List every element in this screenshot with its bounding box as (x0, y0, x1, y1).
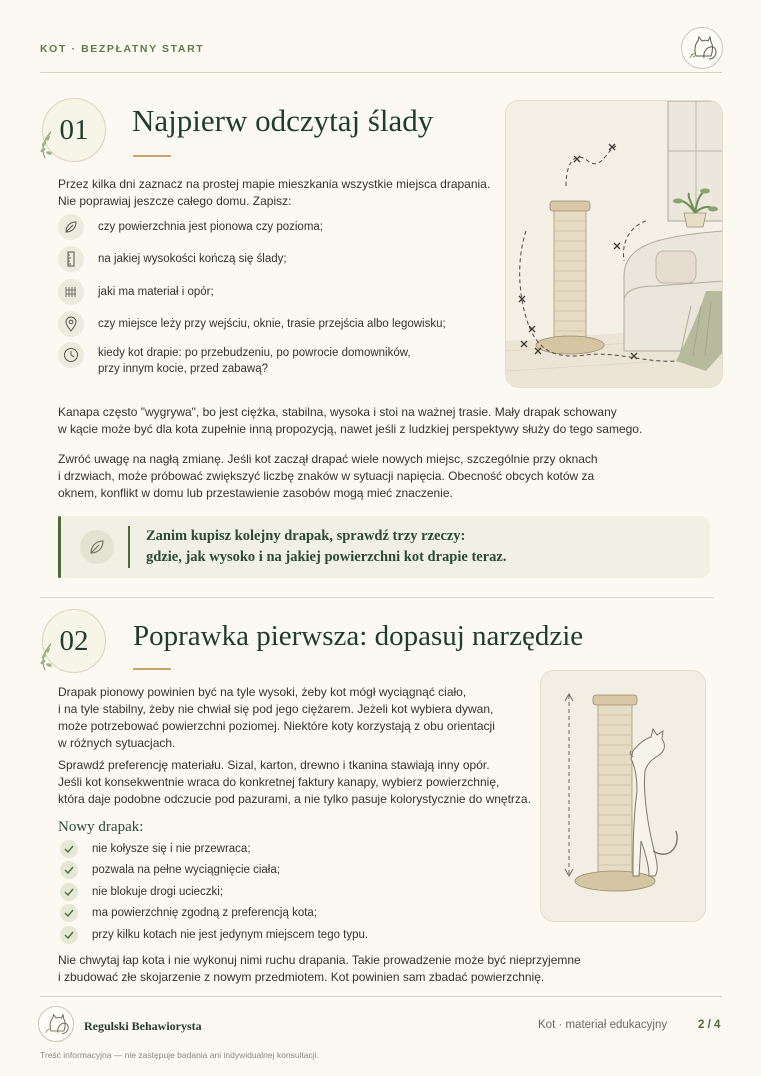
checklist-item (60, 924, 368, 946)
checklist-item (60, 881, 368, 903)
texture-icon (58, 279, 84, 305)
list-item-text-line-1: kiedy kot drapie: po przebudzeniu, po powrocie domowników, (98, 347, 411, 359)
paragraph-vertical-post (58, 684, 495, 752)
paragraph-line: może potrzebować powierzchni poziomej. Niektóre koty korzystają z obu orientacji (58, 719, 495, 733)
section-number-01: 01 (42, 98, 106, 162)
checkmark-icon (60, 883, 78, 901)
paragraph-line: Sprawdź preferencję materiału. Sizal, karton, drewno i tkanina stawiają inny opór. (58, 758, 490, 772)
checklist-item-text: przy kilku kotach nie jest jedynym miejscem tego typu. (92, 928, 369, 941)
clock-icon (58, 342, 84, 368)
checklist-item (60, 903, 368, 925)
page-number: 2 / 4 (698, 1019, 721, 1031)
checklist-item (60, 860, 368, 882)
paragraph-sofa (58, 404, 642, 438)
title-underline (133, 155, 171, 157)
callout-text (146, 526, 506, 568)
checklist-item-text: ma powierzchnię zgodną z preferencją kota; (92, 907, 318, 920)
leaf-icon (58, 214, 84, 240)
list-item (58, 214, 488, 246)
laurel-sprig-icon (37, 640, 65, 672)
header-divider (40, 72, 722, 73)
paragraph-line: Kanapa często "wygrywa", bo jest ciężka, stabilna, wysoka i stoi na ważnej trasie. Mały drapak schowany (58, 405, 617, 419)
paragraph-line: w kącie może być dla kota zupełnie inną propozycją, nawet jeśli z ludzkiej perspektywy służy do tego samego. (58, 422, 643, 436)
list-item-text-line-2: przy innym kocie, przed zabawą? (98, 363, 269, 375)
paragraph-line: Nie chwytaj łap kota i nie wykonuj nimi ruchu drapania. Takie prowadzenie może być nieprzyjemne (58, 953, 581, 967)
location-pin-icon (58, 311, 84, 337)
cat-stretching-illustration (541, 671, 706, 922)
footer-logo (38, 1006, 74, 1042)
checklist (60, 838, 368, 946)
paragraph-line: Zwróć uwagę na nagłą zmianę. Jeśli kot zaczął drapać wiele nowych miejsc, szczególnie przy oknach (58, 452, 598, 466)
list-item (58, 279, 488, 311)
checklist-item-text: nie blokuje drogi ucieczki; (92, 885, 224, 898)
checklist-item-text: nie kołysze się i nie przewraca; (92, 842, 251, 855)
paragraph-line: Drapak pionowy powinien być na tyle wysoki, żeby kot mógł wyciągnąć ciało, (58, 685, 467, 699)
intro-text (58, 176, 490, 210)
callout-line-2: gdzie, jak wysoko i na jakiej powierzchni kot drapie teraz. (146, 549, 507, 565)
section-number-02: 02 (42, 609, 106, 673)
checkmark-icon (60, 840, 78, 858)
paragraph-closing (58, 952, 581, 986)
intro-line-2: Nie poprawiaj jeszcze całego domu. Zapisz: (58, 194, 292, 208)
laurel-sprig-icon (37, 128, 65, 160)
checklist-heading: Nowy drapak: (58, 819, 144, 835)
checklist-item (60, 838, 368, 860)
list-item-text: czy powierzchnia jest pionowa czy pozioma; (98, 221, 323, 233)
footer-brand: Regulski Behawiorysta (84, 1019, 202, 1033)
paragraph-material (58, 757, 531, 808)
checklist-item-text: pozwala na pełne wyciągnięcie ciała; (92, 864, 280, 877)
paragraph-line: Jeśli kot konsekwentnie wraca do konkretnej faktury kanapy, wybierz powierzchnię, (58, 775, 500, 789)
cat-dog-head-icon (39, 1007, 75, 1043)
list-item (58, 246, 488, 279)
cat-post-illustration (540, 670, 706, 922)
paragraph-line: która daje podobne odczucie pod pazurami, a nie tylko pasuje kolorystycznie do wnętrza. (58, 792, 531, 806)
paragraph-line: i na tyle stabilny, żeby nie chwiał się pod jego ciężarem. Jeżeli kot wybiera dywan, (58, 702, 494, 716)
checkmark-icon (60, 926, 78, 944)
disclaimer: Treść informacyjna — nie zastępuje badania ani indywidualnej konsultacji. (40, 1050, 319, 1060)
header-kicker: KOT · BEZPŁATNY START (40, 43, 205, 55)
list-item-text: czy miejsce leży przy wejściu, oknie, trasie przejścia albo legowisku; (98, 318, 446, 330)
list-item (58, 311, 488, 342)
callout-divider (128, 526, 130, 568)
footer-divider (40, 996, 722, 997)
checkmark-icon (60, 861, 78, 879)
paragraph-line: i zbudować złe skojarzenie z nowym przedmiotem. Kot powinien sam zbadać powierzchnię. (58, 970, 545, 984)
paragraph-line: w różnych sytuacjach. (58, 736, 176, 750)
list-item-text: jaki ma materiał i opór; (98, 286, 214, 298)
footer-material-label: Kot · materiał edukacyjny (538, 1019, 668, 1031)
list-item (58, 342, 488, 377)
list-item-text: na jakiej wysokości kończą się ślady; (98, 253, 287, 265)
paragraph-line: i drzwiach, może próbować zwiększyć liczbę znaków w sytuacji napięcia. Obecność obcych kotów za (58, 469, 595, 483)
checkmark-icon (60, 904, 78, 922)
callout-accent-bar (58, 516, 61, 578)
ruler-icon (58, 246, 84, 272)
leaf-icon (80, 530, 114, 564)
logo (681, 27, 723, 69)
cat-dog-head-icon (682, 28, 724, 70)
section-title-01: Najpierw odczytaj ślady (132, 103, 434, 138)
room-illustration (505, 100, 723, 388)
callout-line-1: Zanim kupisz kolejny drapak, sprawdź trzy rzeczy: (146, 528, 466, 544)
paragraph-line: oknem, konflikt w domu lub przestawienie zasobów mogą mieć znaczenie. (58, 486, 453, 500)
intro-line-1: Przez kilka dni zaznacz na prostej mapie mieszkania wszystkie miejsca drapania. (58, 177, 491, 191)
title-underline (133, 668, 171, 670)
section-title-02: Poprawka pierwsza: dopasuj narzędzie (133, 620, 584, 652)
paragraph-change (58, 451, 598, 502)
list-item-text (98, 345, 411, 377)
observation-list (58, 214, 488, 377)
scratching-map-illustration (506, 101, 723, 388)
section-divider (40, 597, 714, 598)
